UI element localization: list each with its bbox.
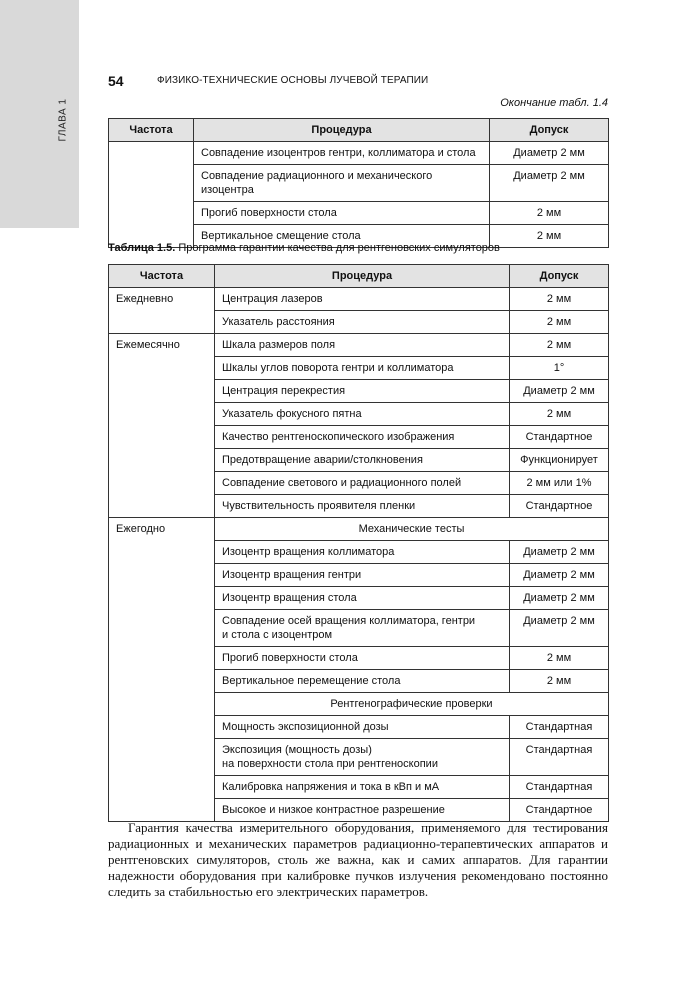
table-1-5-caption — [108, 242, 500, 254]
tolerance-cell: Диаметр 2 мм — [510, 610, 609, 647]
procedure-cell: Качество рентгеноскопического изображения — [215, 426, 510, 449]
page-number: 54 — [108, 73, 124, 89]
procedure-cell: Высокое и низкое контрастное разрешение — [215, 799, 510, 822]
procedure-cell: Изоцентр вращения стола — [215, 587, 510, 610]
procedure-cell: Совпадение радиационного и механического изоцентра — [194, 165, 490, 202]
procedure-cell: Шкала размеров поля — [215, 334, 510, 357]
column-header-procedure: Процедура — [215, 265, 510, 288]
procedure-cell: Указатель расстояния — [215, 311, 510, 334]
tolerance-cell: Стандартное — [510, 426, 609, 449]
procedure-cell: Изоцентр вращения коллиматора — [215, 541, 510, 564]
tolerance-cell: 1° — [510, 357, 609, 380]
tolerance-cell: Диаметр 2 мм — [510, 564, 609, 587]
procedure-cell: Прогиб поверхности стола — [215, 647, 510, 670]
frequency-cell — [109, 142, 194, 248]
procedure-cell: Калибровка напряжения и тока в кВп и мА — [215, 776, 510, 799]
procedure-cell: Центрация перекрестия — [215, 380, 510, 403]
procedure-cell: Чувствительность проявителя пленки — [215, 495, 510, 518]
running-title: ФИЗИКО-ТЕХНИЧЕСКИЕ ОСНОВЫ ЛУЧЕВОЙ ТЕРАПИИ — [157, 75, 429, 86]
tolerance-cell: Стандартная — [510, 716, 609, 739]
procedure-cell: Центрация лазеров — [215, 288, 510, 311]
procedure-line: на поверхности стола при рентгеноскопии — [222, 758, 438, 770]
tolerance-cell: Диаметр 2 мм — [510, 380, 609, 403]
procedure-cell: Вертикальное перемещение стола — [215, 670, 510, 693]
tolerance-cell: 2 мм или 1% — [510, 472, 609, 495]
section-header-mechanical-tests: Механические тесты — [215, 518, 609, 541]
tolerance-cell: 2 мм — [510, 403, 609, 426]
column-header-frequency: Частота — [109, 119, 194, 142]
table-row — [109, 518, 609, 541]
column-header-tolerance: Допуск — [490, 119, 609, 142]
body-paragraph: Гарантия качества измерительного оборудования, применяемого для тестирования радиационных и механических параметров радиационно-терапевтических аппаратов и рентгеновских симуляторов, столь же важна, как и самих аппаратов. Для гарантии надежности оборудования при калибровке пучков излучения рекомендовано постоянно следить за стабильностью его электрических параметров. — [108, 820, 608, 899]
tolerance-cell: 2 мм — [510, 670, 609, 693]
procedure-line: Экспозиция (мощность дозы) — [222, 744, 372, 756]
frequency-cell: Ежегодно — [109, 518, 215, 822]
procedure-cell: Вертикальное смещение стола — [194, 225, 490, 248]
table-caption-text: Программа гарантии качества для рентгеновских симуляторов — [175, 242, 500, 254]
tolerance-cell: 2 мм — [490, 225, 609, 248]
tolerance-cell: 2 мм — [510, 647, 609, 670]
tolerance-cell: 2 мм — [490, 202, 609, 225]
tolerance-cell: 2 мм — [510, 311, 609, 334]
procedure-cell: Мощность экспозиционной дозы — [215, 716, 510, 739]
procedure-cell — [215, 739, 510, 776]
frequency-cell: Ежедневно — [109, 288, 215, 334]
procedure-line: и стола с изоцентром — [222, 629, 333, 641]
tolerance-cell: Стандартное — [510, 799, 609, 822]
tolerance-cell: Стандартная — [510, 739, 609, 776]
tolerance-cell: 2 мм — [510, 288, 609, 311]
procedure-cell: Совпадение изоцентров гентри, коллиматора и стола — [194, 142, 490, 165]
table-row — [109, 288, 609, 311]
tolerance-cell: Диаметр 2 мм — [490, 142, 609, 165]
tolerance-cell: Диаметр 2 мм — [510, 541, 609, 564]
chapter-side-tab — [0, 0, 79, 228]
tolerance-cell: Диаметр 2 мм — [510, 587, 609, 610]
chapter-label: ГЛАВА 1 — [57, 98, 69, 142]
tolerance-cell: Диаметр 2 мм — [490, 165, 609, 202]
table-row — [109, 334, 609, 357]
tolerance-cell: Стандартная — [510, 776, 609, 799]
tolerance-cell: 2 мм — [510, 334, 609, 357]
tolerance-cell: Функционирует — [510, 449, 609, 472]
procedure-cell: Указатель фокусного пятна — [215, 403, 510, 426]
tolerance-cell: Стандартное — [510, 495, 609, 518]
procedure-cell: Прогиб поверхности стола — [194, 202, 490, 225]
table-1-4-end — [108, 118, 609, 248]
procedure-line: Совпадение осей вращения коллиматора, гентри — [222, 615, 476, 627]
column-header-frequency: Частота — [109, 265, 215, 288]
procedure-cell — [215, 610, 510, 647]
table-caption-number: Таблица 1.5. — [108, 242, 176, 254]
procedure-cell: Шкалы углов поворота гентри и коллиматора — [215, 357, 510, 380]
frequency-cell: Ежемесячно — [109, 334, 215, 518]
column-header-tolerance: Допуск — [510, 265, 609, 288]
procedure-cell: Совпадение светового и радиационного полей — [215, 472, 510, 495]
table-1-5 — [108, 264, 609, 822]
section-header-radiographic-checks: Рентгенографические проверки — [215, 693, 609, 716]
table-continuation-label: Окончание табл. 1.4 — [500, 97, 608, 109]
table-row — [109, 142, 609, 165]
procedure-cell: Предотвращение аварии/столкновения — [215, 449, 510, 472]
column-header-procedure: Процедура — [194, 119, 490, 142]
procedure-cell: Изоцентр вращения гентри — [215, 564, 510, 587]
